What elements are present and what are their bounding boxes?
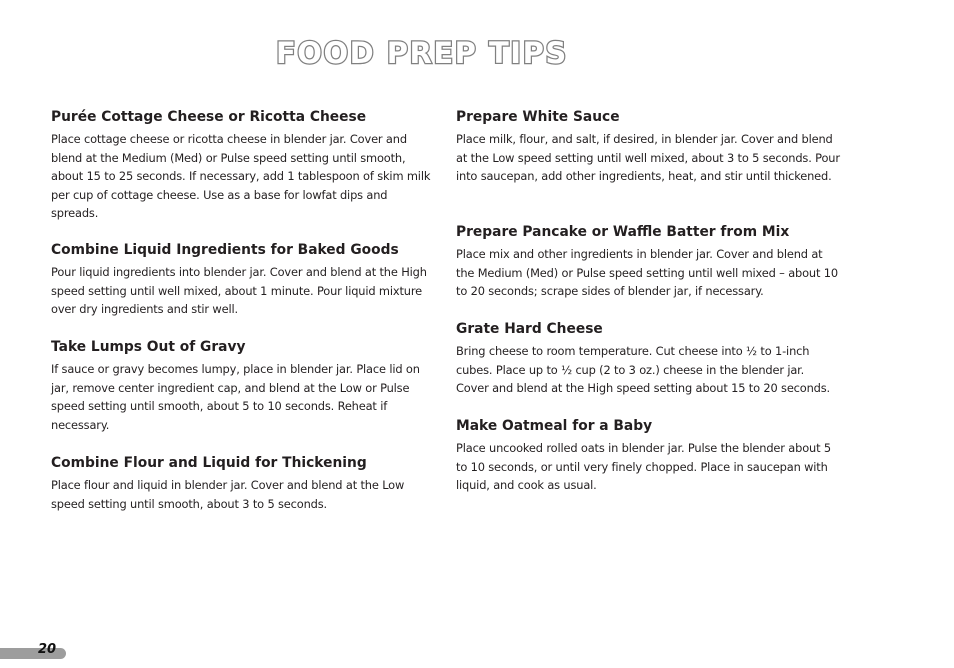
tip-prepare-white-sauce [456, 108, 840, 223]
tip-prepare-pancake-batter [456, 223, 840, 320]
section-body: Place flour and liquid in blender jar. Cover and blend at the Low speed setting until smooth, about 3 to 5 seconds. [51, 478, 405, 511]
section-heading: Take Lumps Out of Gravy [51, 339, 246, 355]
right-column [456, 108, 840, 495]
section-body: Pour liquid ingredients into blender jar. Cover and blend at the High speed setting until well mixed, about 1 minute. Pour liquid mixture over dry ingredients and stir well. [51, 265, 427, 317]
tip-take-lumps-out-of-gravy [51, 338, 435, 454]
section-body: Place cottage cheese or ricotta cheese in blender jar. Cover and blend at the Medium (Med) or Pulse speed setting until smooth, about 15 to 25 seconds. If necessary, add 1 tablespoon of skim milk per cup of cottage cheese. Use as a base for lowfat dips and spreads. [51, 132, 431, 221]
section-body: If sauce or gravy becomes lumpy, place in blender jar. Place lid on jar, remove center ingredient cap, and blend at the Low or Pulse speed setting until smooth, about 5 to 10 seconds. Reheat if necessary. [51, 362, 420, 432]
section-heading: Prepare Pancake or Waffle Batter from Mix [456, 224, 790, 240]
section-heading: Make Oatmeal for a Baby [456, 418, 653, 434]
section-body: Bring cheese to room temperature. Cut cheese into ½ to 1-inch cubes. Place up to ½ cup (2 to 3 oz.) cheese in the blender jar. Cover and blend at the High speed setting about 15 to 20 seconds. [456, 344, 831, 396]
section-body: Place milk, flour, and salt, if desired, in blender jar. Cover and blend at the Low speed setting until well mixed, about 3 to 5 seconds. Pour into saucepan, add other ingredients, heat, and stir until thickened. [456, 132, 840, 184]
page-title: FOOD PREP TIPS [276, 36, 568, 70]
section-body: Place uncooked rolled oats in blender jar. Pulse the blender about 5 to 10 seconds, or until very finely chopped. Place in saucepan with liquid, and cook as usual. [456, 441, 831, 493]
tip-puree-cottage-cheese [51, 108, 435, 241]
tip-combine-flour-and-liquid [51, 454, 435, 513]
section-heading: Purée Cottage Cheese or Ricotta Cheese [51, 109, 367, 125]
section-heading: Combine Flour and Liquid for Thickening [51, 455, 367, 471]
section-heading: Prepare White Sauce [456, 109, 620, 125]
section-body: Place mix and other ingredients in blender jar. Cover and blend at the Medium (Med) or Pulse speed setting until well mixed – about 10 to 20 seconds; scrape sides of blender jar, if necessary. [456, 247, 838, 299]
page-number: 20 [38, 642, 57, 657]
section-heading: Combine Liquid Ingredients for Baked Goods [51, 242, 399, 258]
section-heading: Grate Hard Cheese [456, 321, 603, 337]
page-number-tab [0, 648, 66, 659]
tip-combine-liquid-ingredients [51, 241, 435, 338]
left-column [51, 108, 435, 513]
tip-make-oatmeal-for-baby [456, 417, 840, 495]
tip-grate-hard-cheese [456, 320, 840, 417]
